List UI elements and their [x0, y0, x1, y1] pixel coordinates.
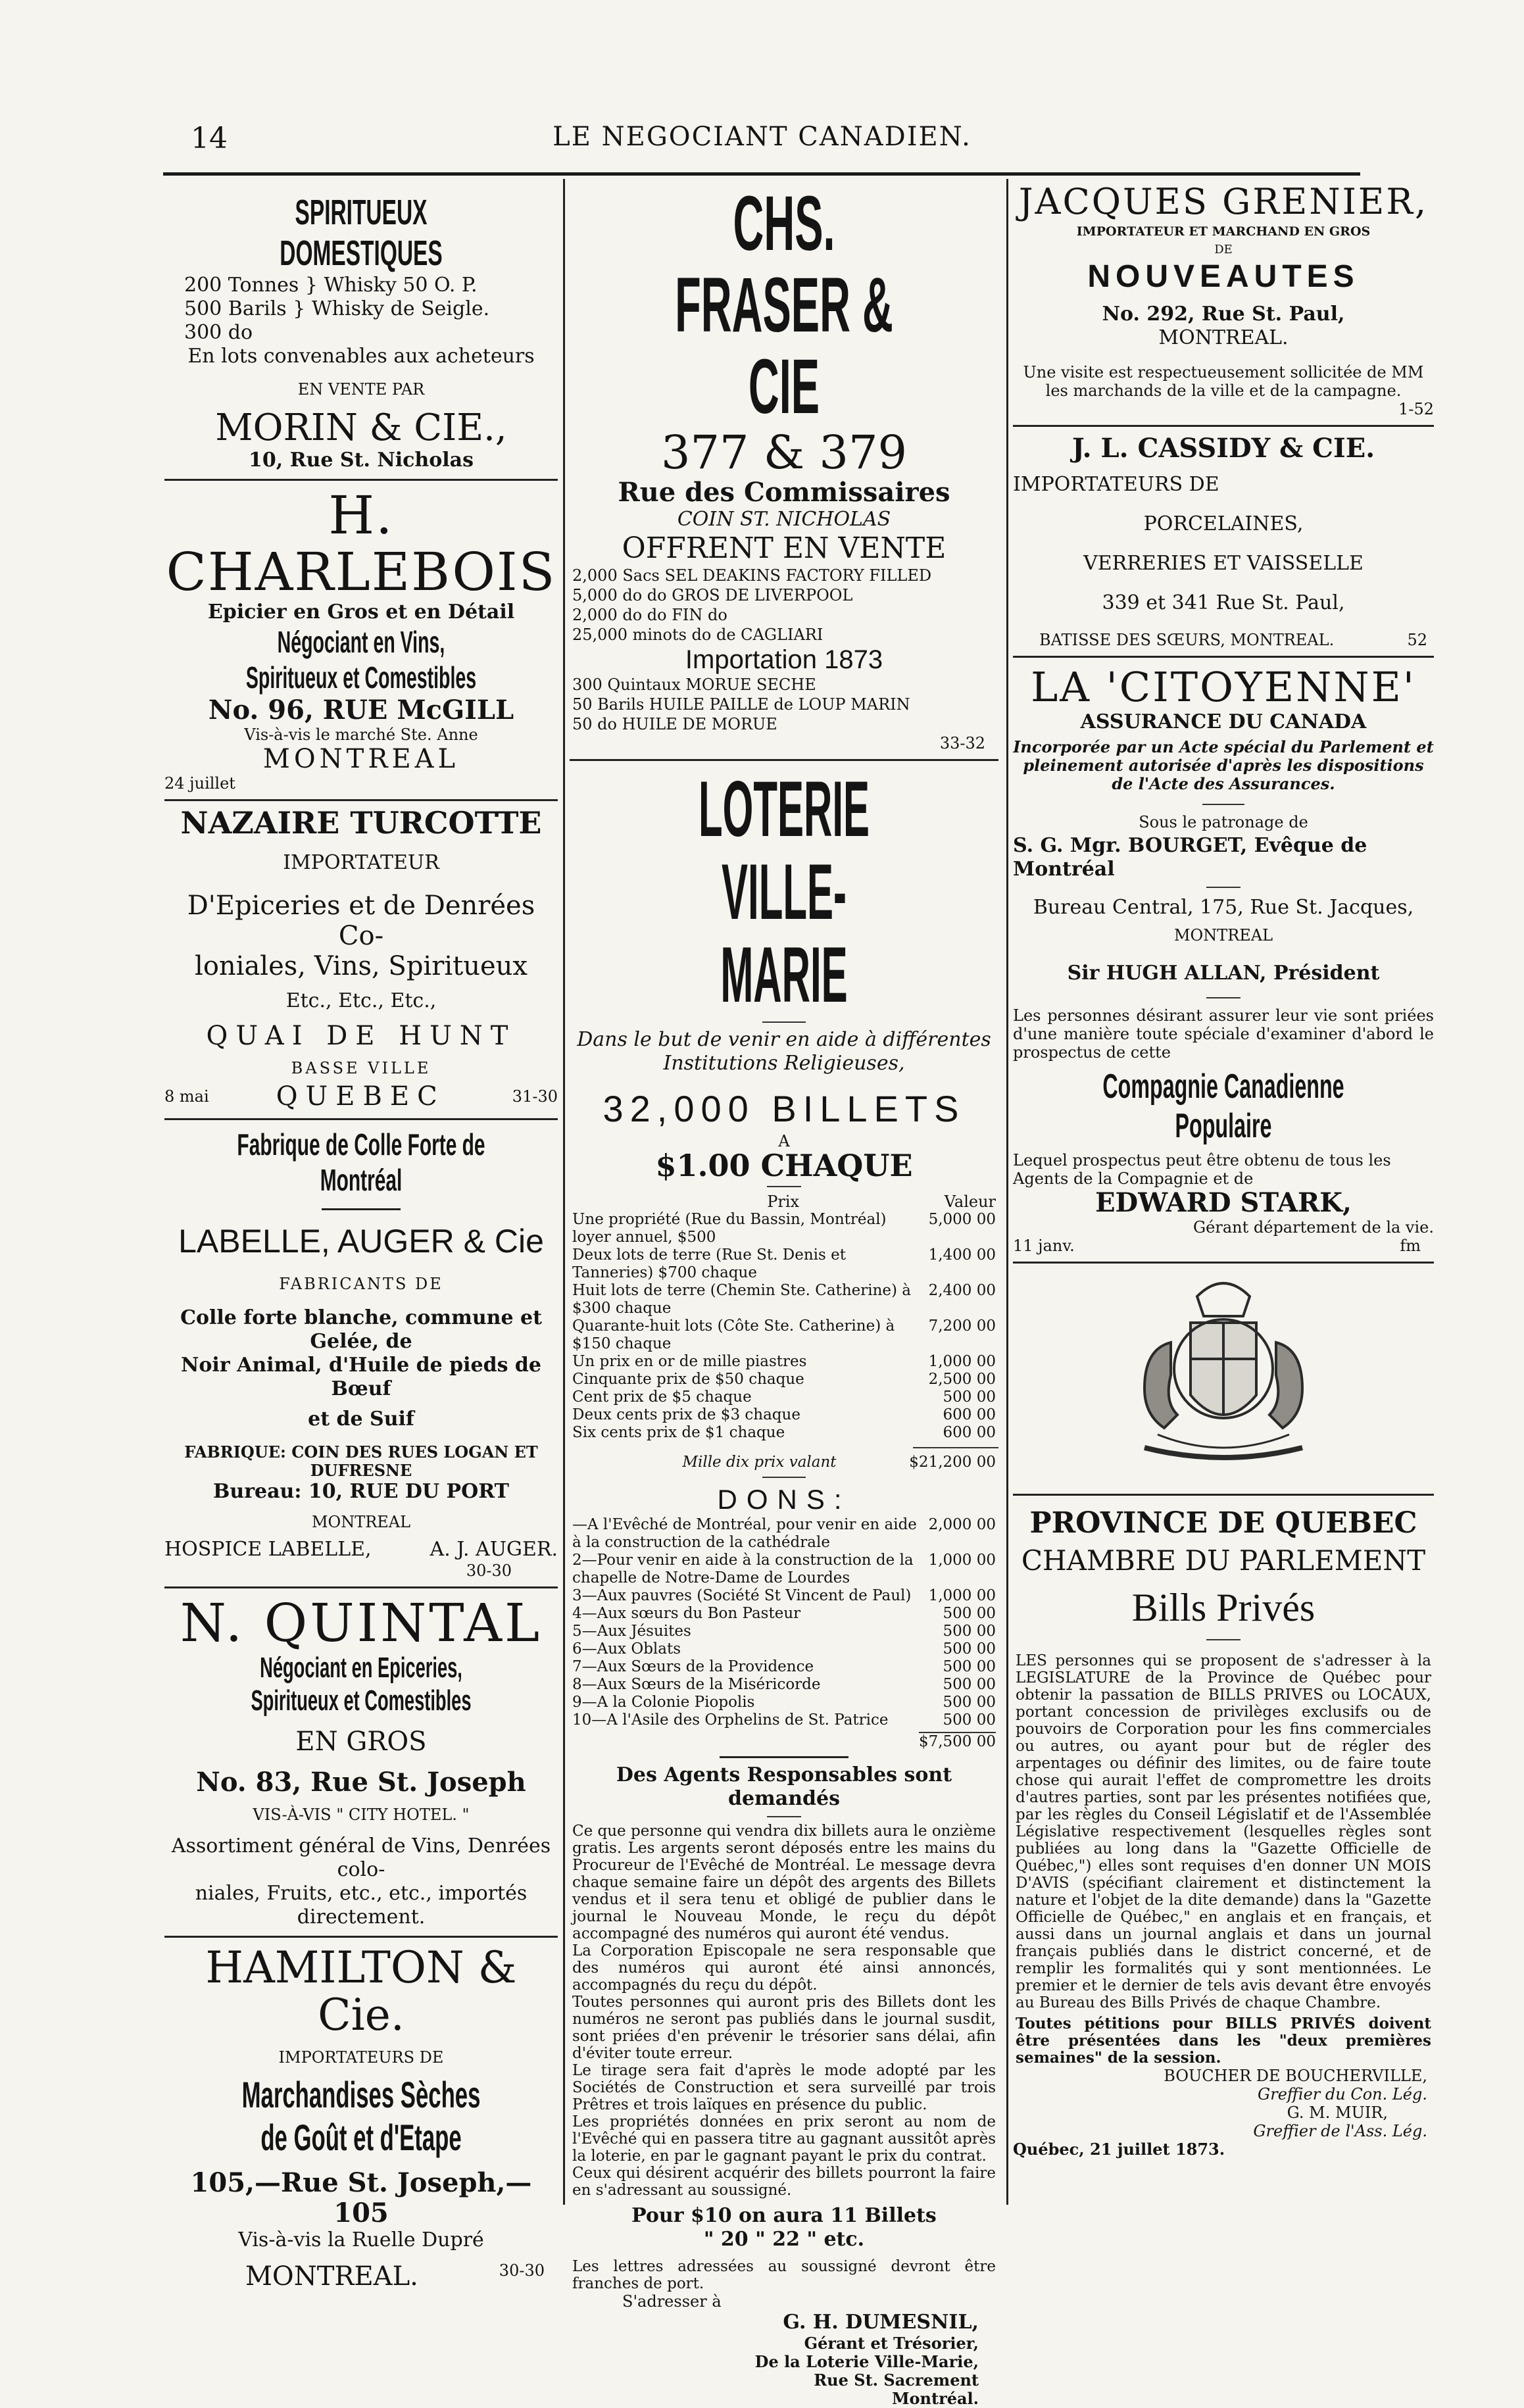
loterie-agents-title: Des Agents Responsables sont demandés — [616, 1763, 952, 1810]
citoyenne-line6: MONTREAL — [1173, 926, 1273, 945]
don-row-value: 500 00 — [943, 1658, 996, 1675]
loterie-sub1: Dans le but de venir en aide à différentes — [577, 1028, 991, 1051]
royal-arms-emblem — [1098, 1270, 1348, 1487]
quebec-para2: Toutes pétitions pour BILLS PRIVÉS doivent être présentées dans les "deux premières semaines" de la session. — [1016, 2015, 1431, 2067]
colle-line6: Bureau: 10, RUE DU PORT — [213, 1480, 509, 1503]
cassidy-line1: IMPORTATEURS DE — [1013, 473, 1219, 496]
turcotte-line6: BASSE VILLE — [291, 1059, 431, 1077]
ad-turcotte — [164, 805, 558, 1112]
colle-sig-right: A. J. AUGER. — [430, 1538, 558, 1561]
don-row-value: 500 00 — [943, 1640, 996, 1658]
colle-line7: MONTREAL — [311, 1513, 411, 1531]
grenier-line3: NOUVEAUTES — [1087, 259, 1360, 294]
don-row — [572, 1676, 996, 1694]
column-rule-1 — [563, 179, 565, 2205]
don-row-label: 10—A l'Asile des Orphelins de St. Patrice — [572, 1711, 889, 1729]
colle-firm: LABELLE, AUGER & Cie — [178, 1223, 544, 1260]
cassidy-line2: PORCELAINES, — [1143, 512, 1304, 535]
loterie-sig-t3: Rue St. Sacrement — [814, 2371, 979, 2390]
spiritueux-address: 10, Rue St. Nicholas — [249, 449, 474, 472]
fraser-item: 50 Barils HUILE PAILLE de LOUP MARIN — [572, 695, 910, 714]
charlebois-line3: Vis-à-vis le marché Ste. Anne — [244, 725, 478, 744]
prize-row — [572, 1246, 996, 1282]
loterie-billets: 32,000 BILLETS — [602, 1088, 966, 1129]
quebec-sig1: BOUCHER DE BOUCHERVILLE, — [1164, 2067, 1427, 2085]
prize-row-label: Une propriété (Rue du Bassin, Montréal) loyer annuel, $500 — [572, 1211, 887, 1246]
quintal-line1: Négociant en Epiceries, Spiritueux et Comestibles — [251, 1652, 472, 1717]
quintal-line5: niales, Fruits, etc., etc., importés directement. — [195, 1882, 528, 1929]
ad-quebec — [1013, 1506, 1434, 2159]
loterie-dons-title: DONS: — [717, 1484, 851, 1515]
hamilton-city: MONTREAL. — [245, 2261, 418, 2292]
loterie-sig-t1: Gérant et Trésorier, — [804, 2334, 979, 2353]
citoyenne-line3: Sous le patronage de — [1139, 813, 1308, 831]
cassidy-ref: 52 — [1407, 631, 1427, 649]
loterie-h-valeur: Valeur — [944, 1192, 996, 1211]
prize-row-value: 2,400 00 — [928, 1282, 996, 1299]
prize-row-label: Quarante-huit lots (Côte Ste. Catherine) à $150 chaque — [572, 1317, 895, 1352]
don-row-value: 500 00 — [943, 1605, 996, 1622]
fraser-item: 2,000 Sacs SEL DEAKINS FACTORY FILLED — [572, 566, 932, 585]
fraser-offer: OFFRENT EN VENTE — [622, 531, 946, 565]
loterie-para6: Ceux qui désirent acquérir des billets pourront la faire en s'adressant au soussigné. — [572, 2165, 996, 2199]
loterie-sig-t4: Montréal. — [891, 2389, 979, 2408]
don-row — [572, 1711, 996, 1729]
prize-row — [572, 1371, 996, 1388]
loterie-sub2: Institutions Religieuses, — [663, 1052, 905, 1075]
fraser-import: Importation 1873 — [685, 645, 883, 674]
citoyenne-line2: Incorporée par un Acte spécial du Parlement et pleinement autorisée d'après les dispositions de l'Acte des Assurances. — [1013, 737, 1434, 793]
citoyenne-line4: S. G. Mgr. BOURGET, Evêque de Montréal — [1013, 834, 1367, 881]
colle-line1: FABRICANTS DE — [279, 1275, 443, 1293]
turcotte-line2: D'Epiceries et de Denrées Co- — [187, 891, 535, 951]
prize-row-value: 5,000 00 — [928, 1211, 996, 1228]
don-row-value: 500 00 — [943, 1676, 996, 1693]
column-1 — [164, 179, 558, 2292]
hamilton-line3: Vis-à-vis la Ruelle Dupré — [238, 2228, 484, 2251]
hamilton-name: HAMILTON & Cie. — [205, 1942, 517, 2040]
prize-row-value: 600 00 — [943, 1424, 996, 1441]
quebec-sig3: G. M. MUIR, — [1287, 2103, 1388, 2122]
turcotte-line5: QUAI DE HUNT — [206, 1021, 516, 1051]
loterie-offer2: " 20 " 22 " etc. — [703, 2228, 865, 2251]
column-rule-2 — [1006, 179, 1008, 2205]
ad-spiritueux — [164, 192, 558, 472]
grenier-line1: IMPORTATEUR ET MARCHAND EN GROS — [1076, 224, 1371, 239]
citoyenne-line8: Les personnes désirant assurer leur vie sont priées d'une manière toute spéciale d'examiner d'abord le prospectus de cette — [1013, 1006, 1434, 1062]
loterie-sig-name: G. H. DUMESNIL, — [783, 2311, 979, 2334]
page-number: 14 — [191, 122, 228, 155]
fraser-items — [570, 566, 998, 645]
hamilton-address: 105,—Rue St. Joseph,—105 — [190, 2167, 532, 2228]
don-row-label: 3—Aux pauvres (Société St Vincent de Paul) — [572, 1587, 912, 1604]
loterie-dons — [570, 1516, 998, 1729]
fraser-numbers: 377 & 379 — [660, 426, 908, 479]
ad-citoyenne — [1013, 664, 1434, 1255]
don-row — [572, 1516, 996, 1552]
fraser-item: 2,000 do do FIN do — [572, 606, 727, 624]
don-row-value: 1,000 00 — [928, 1552, 996, 1569]
colle-line3: Noir Animal, d'Huile de pieds de Bœuf — [180, 1354, 541, 1400]
column-3 — [1013, 179, 1434, 2199]
citoyenne-name: LA 'CITOYENNE' — [1031, 663, 1416, 711]
turcotte-name: NAZAIRE TURCOTTE — [180, 805, 542, 841]
prize-row-value: 7,200 00 — [928, 1317, 996, 1335]
crown-shape — [1197, 1283, 1250, 1316]
fraser-item: 300 Quintaux MORUE SECHE — [572, 676, 816, 694]
loterie-para1: Ce que personne qui vendra dix billets aura le onzième gratis. Les argents seront déposés entre les mains du Procureur de l'Evêché de Montréal. Le message devra chaque semaine faire un dépôt des argents des Billets vendus et il sera tenu et obligé de publier dans le journal le Nouveau Monde, le reçu du dépôt accompagné des numéros qui auront été vendus. — [572, 1823, 996, 1942]
charlebois-line1: Epicier en Gros et en Détail — [207, 601, 515, 624]
loterie-para7: Les lettres adressées au soussigné devront être franches de port. — [572, 2258, 996, 2292]
prize-row-label: Deux lots de terre (Rue St. Denis et Tanneries) $700 chaque — [572, 1246, 846, 1281]
spiritueux-title: SPIRITUEUX DOMESTIQUES — [280, 193, 443, 273]
loterie-title: LOTERIE VILLE-MARIE — [698, 765, 870, 1019]
prize-row — [572, 1317, 996, 1353]
fraser-item: 25,000 minots do de CAGLIARI — [572, 626, 823, 644]
hamilton-line1: IMPORTATEURS DE — [278, 2048, 444, 2067]
colle-line5: FABRIQUE: COIN DES RUES LOGAN ET DUFRESNE — [184, 1442, 538, 1480]
prize-row-value: 1,400 00 — [928, 1246, 996, 1264]
spiritueux-line2: 500 Barils } Whisky de Seigle. — [184, 297, 490, 320]
ad-colle — [164, 1127, 558, 1580]
prize-row — [572, 1353, 996, 1371]
running-title: LE NEGOCIANT CANADIEN. — [553, 122, 971, 152]
grenier-address: No. 292, Rue St. Paul, — [1102, 303, 1345, 326]
loterie-dons-total: $7,500 00 — [918, 1733, 996, 1750]
colle-line2: Colle forte blanche, commune et Gelée, de — [180, 1306, 542, 1353]
grenier-name: JACQUES GRENIER, — [1018, 181, 1429, 222]
spiritueux-firm: MORIN & CIE., — [215, 406, 507, 449]
spiritueux-line4: En lots convenables aux acheteurs — [187, 345, 535, 368]
fraser-item: 5,000 do do GROS DE LIVERPOOL — [572, 586, 853, 604]
loterie-para2: La Corporation Episcopale ne sera responsable que des numéros qui auront été ainsi annoncés, accompagnés du reçu du dépôt. — [572, 1942, 996, 1994]
prize-row-value: 2,500 00 — [928, 1371, 996, 1388]
hamilton-ref: 30-30 — [499, 2261, 545, 2280]
don-row-label: 9—A la Colonie Piopolis — [572, 1694, 755, 1711]
citoyenne-line7: Sir HUGH ALLAN, Président — [1067, 962, 1380, 985]
ad-fraser — [570, 180, 998, 752]
turcotte-line3: loniales, Vins, Spiritueux — [195, 951, 528, 981]
loterie-sig-t2: De la Loterie Ville-Marie, — [754, 2352, 979, 2371]
turcotte-date: 8 mai — [164, 1087, 209, 1106]
prize-row-label: Deux cents prix de $3 chaque — [572, 1406, 800, 1423]
don-row-label: 7—Aux Sœurs de la Providence — [572, 1658, 814, 1675]
prize-row-label: Cinquante prix de $50 chaque — [572, 1371, 804, 1388]
citoyenne-line10: Lequel prospectus peut être obtenu de tous les Agents de la Compagnie et de — [1013, 1151, 1391, 1188]
fraser-corner: COIN ST. NICHOLAS — [677, 508, 891, 531]
quebec-date: Québec, 21 juillet 1873. — [1013, 2140, 1225, 2159]
don-row — [572, 1587, 996, 1605]
grenier-city: MONTREAL. — [1158, 326, 1289, 349]
column-2 — [570, 179, 998, 2408]
spiritueux-line1: 200 Tonnes } Whisky 50 O. P. — [184, 274, 478, 297]
loterie-total-label: Mille dix prix valant — [682, 1454, 837, 1471]
quebec-sig4: Greffier de l'Ass. Lég. — [1253, 2122, 1427, 2140]
citoyenne-line11: EDWARD STARK, — [1095, 1187, 1352, 1218]
colle-ref: 30-30 — [466, 1561, 512, 1580]
quintal-address: No. 83, Rue St. Joseph — [196, 1767, 526, 1798]
colle-title: Fabrique de Colle Forte de Montréal — [237, 1127, 485, 1197]
prize-row-value: 600 00 — [943, 1406, 996, 1423]
don-row-value: 500 00 — [943, 1711, 996, 1729]
top-rule — [163, 172, 1360, 176]
prize-row-label: Six cents prix de $1 chaque — [572, 1424, 785, 1441]
prize-row-label: Huit lots de terre (Chemin Ste. Catherine) à $300 chaque — [572, 1282, 912, 1317]
citoyenne-date: 11 janv. — [1013, 1237, 1075, 1255]
don-row-label: 8—Aux Sœurs de la Miséricorde — [572, 1676, 821, 1693]
loterie-a: A — [778, 1132, 790, 1150]
charlebois-line2: Négociant en Vins, Spiritueux et Comestibles — [245, 625, 477, 695]
colle-sig-left: HOSPICE LABELLE, — [164, 1538, 372, 1561]
prize-row — [572, 1406, 996, 1424]
quintal-name: N. QUINTAL — [180, 1592, 543, 1654]
prize-row — [572, 1388, 996, 1406]
don-row-label: —A l'Evêché de Montréal, pour venir en aide à la construction de la cathédrale — [572, 1516, 917, 1551]
ad-loterie — [570, 765, 998, 2408]
charlebois-address: No. 96, RUE McGILL — [208, 695, 514, 725]
loterie-price: $1.00 CHAQUE — [655, 1148, 913, 1183]
don-row — [572, 1658, 996, 1676]
don-row-label: 4—Aux sœurs du Bon Pasteur — [572, 1605, 801, 1622]
fraser-ref: 33-32 — [939, 734, 985, 752]
ad-cassidy — [1013, 433, 1434, 649]
citoyenne-line1: ASSURANCE DU CANADA — [1080, 710, 1367, 733]
spiritueux-line3: 300 do — [184, 321, 253, 344]
charlebois-date: 24 juillet — [164, 774, 235, 793]
prize-row-value: 1,000 00 — [928, 1353, 996, 1370]
hamilton-line2: Marchandises Sèches de Goût et d'Etape — [241, 2074, 481, 2158]
citoyenne-line12: Gérant département de la vie. — [1192, 1218, 1434, 1237]
don-row-value: 500 00 — [943, 1623, 996, 1640]
ad-hamilton — [164, 1944, 558, 2292]
quintal-line4: Assortiment général de Vins, Denrées colo- — [171, 1834, 551, 1881]
prize-row-value: 500 00 — [943, 1388, 996, 1406]
don-row-label: 6—Aux Oblats — [572, 1640, 681, 1658]
grenier-line4: Une visite est respectueusement sollicitée de MM les marchands de la ville et de la campagne. — [1023, 363, 1424, 400]
ad-grenier — [1013, 182, 1434, 418]
ad-quintal — [164, 1592, 558, 1929]
don-row — [572, 1605, 996, 1623]
don-row — [572, 1623, 996, 1640]
quintal-line2: EN GROS — [295, 1727, 427, 1757]
fraser-item: 50 do HUILE DE MORUE — [572, 715, 777, 733]
loterie-total-value: $21,200 00 — [909, 1454, 996, 1471]
don-row-label: 5—Aux Jésuites — [572, 1623, 691, 1640]
quebec-para1: LES personnes qui se proposent de s'adresser à la LEGISLATURE de la Province de Québec pour obtenir la passation de BILLS PRIVES ou LOCAUX, portant concession de privilèges exclusifs ou de pouvoirs de Corporation pour les fins commerciales ou autres, ou ayant pour but de régler des arpentages ou définir des limites, ou de faire toute chose qui aurait l'effet de compromettre les droits d'autres parties, sont par les présentes notifiées que, par les règles du Conseil Législatif et de l'Assemblée Législative respectivement (lesquelles règles sont publiées au long dans la "Gazette Officielle de Québec,") elles sont requises d'en donner UN MOIS D'AVIS (spécifiant clairement et distinctement la nature et l'objet de la dite demande) dans la "Gazette Officielle de Québec," en anglais et en français, et aussi dans un journal anglais et dans un journal français publiés dans le district concerné, et de remplir les formalités qui y sont mentionnées. Le premier et le dernier de tels avis devant être envoyés au Bureau des Bills Privés de chaque Chambre. — [1016, 1652, 1431, 2011]
cassidy-line4: BATISSE DES SŒURS, MONTREAL. — [1039, 631, 1335, 649]
loterie-prizes — [570, 1211, 998, 1442]
fraser-name: CHS. FRASER & CIE — [675, 180, 893, 430]
turcotte-line1: IMPORTATEUR — [283, 851, 439, 874]
loterie-para5: Les propriétés données en prix seront au nom de l'Evêché qui en passera titre au gagnant aussitôt après la loterie, en par le gagnant payant le prix du contrat. — [572, 2113, 996, 2165]
don-row — [572, 1552, 996, 1587]
prize-row-label: Un prix en or de mille piastres — [572, 1353, 807, 1370]
turcotte-city: QUEBEC — [276, 1081, 445, 1112]
loterie-para4: Le tirage sera fait d'après le mode adopté par les Sociétés de Construction et sera surveillé par trois Prêtres et trois laïques en présence du public. — [572, 2062, 996, 2113]
turcotte-line4: Etc., Etc., Etc., — [285, 989, 437, 1012]
spiritueux-line5: EN VENTE PAR — [297, 380, 425, 399]
prize-row-label: Cent prix de $5 chaque — [572, 1388, 752, 1406]
fraser-street: Rue des Commissaires — [618, 477, 950, 508]
citoyenne-line9: Compagnie Canadienne Populaire — [1102, 1068, 1344, 1145]
quebec-title2: CHAMBRE DU PARLEMENT — [1021, 1544, 1426, 1577]
quintal-line3: VIS-À-VIS " CITY HOTEL. " — [253, 1806, 470, 1824]
cassidy-line3: VERRERIES ET VAISSELLE — [1083, 552, 1364, 575]
quebec-title3: Bills Privés — [1131, 1586, 1315, 1629]
don-row-label: 2—Pour venir en aide à la construction de la chapelle de Notre-Dame de Lourdes — [572, 1552, 914, 1586]
ad-charlebois — [164, 487, 558, 793]
grenier-ref: 1-52 — [1398, 400, 1434, 418]
citoyenne-line5: Bureau Central, 175, Rue St. Jacques, — [1033, 896, 1414, 919]
charlebois-name: H. CHARLEBOIS — [166, 485, 556, 602]
don-row — [572, 1640, 996, 1658]
don-row — [572, 1694, 996, 1711]
prize-row — [572, 1282, 996, 1317]
prize-row — [572, 1424, 996, 1442]
prize-row — [572, 1211, 996, 1246]
cassidy-address: 339 et 341 Rue St. Paul, — [1102, 591, 1345, 614]
fraser-items2 — [570, 675, 998, 734]
don-row-value: 1,000 00 — [928, 1587, 996, 1604]
quebec-title1: PROVINCE DE QUEBEC — [1029, 1506, 1417, 1540]
loterie-adresser: S'adresser à — [622, 2292, 722, 2311]
quebec-sig2: Greffier du Con. Lég. — [1258, 2085, 1427, 2103]
don-row-value: 2,000 00 — [928, 1516, 996, 1533]
don-row-value: 500 00 — [943, 1694, 996, 1711]
citoyenne-ref: fm — [1400, 1237, 1421, 1255]
grenier-line2: DE — [1214, 243, 1233, 257]
loterie-para3: Toutes personnes qui auront pris des Billets dont les numéros ne seront pas publiés dans le journal susdit, sont priées d'en prévenir le trésorier sans délai, afin d'éviter toute erreur. — [572, 1994, 996, 2062]
charlebois-city: MONTREAL — [262, 744, 460, 774]
loterie-h-prix: Prix — [767, 1192, 800, 1211]
cassidy-name: J. L. CASSIDY & CIE. — [1071, 433, 1375, 464]
turcotte-ref: 31-30 — [512, 1087, 558, 1106]
colle-line4: et de Suif — [308, 1408, 414, 1431]
loterie-offer1: Pour $10 on aura 11 Billets — [631, 2204, 937, 2227]
